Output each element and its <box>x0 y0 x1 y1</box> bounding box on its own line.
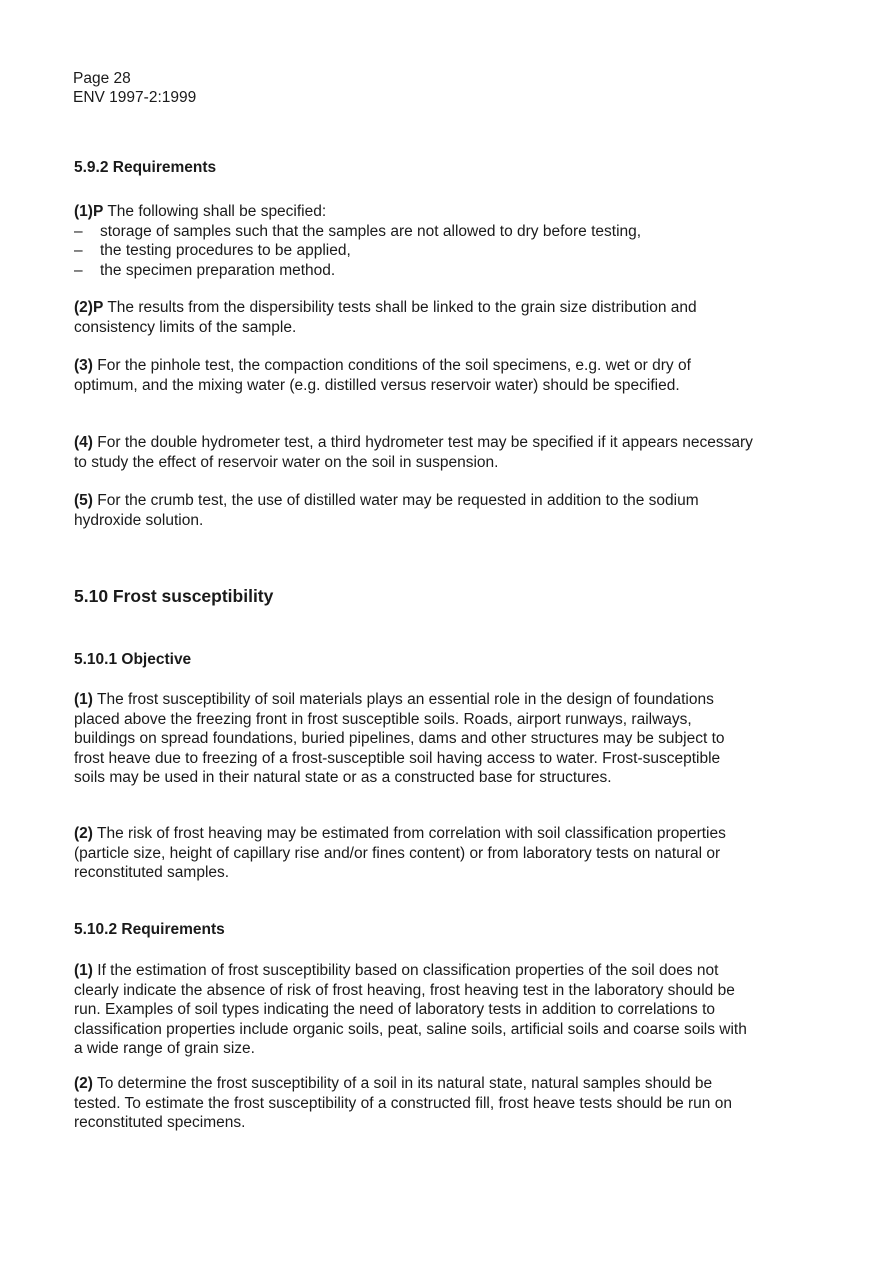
clause-number: (2) <box>74 1075 93 1092</box>
clause-number: (4) <box>74 434 93 451</box>
page-header <box>73 69 196 107</box>
dash-bullet: – <box>74 261 83 279</box>
clause-number: (1)P <box>74 203 104 220</box>
clause-number: (1) <box>74 962 93 979</box>
dash-bullet: – <box>74 222 83 240</box>
list-item: – the testing procedures to be applied, <box>74 242 351 259</box>
list-item: – the specimen preparation method. <box>74 261 336 279</box>
page-number: Page 28 <box>73 70 131 87</box>
heading-5-10: 5.10 Frost susceptibility <box>74 586 274 606</box>
clause-text: The results from the dispersibility tests shall be linked to the grain size distribution and consistency limits of the sample. <box>74 299 697 336</box>
paragraph-5-9-2-4 <box>74 433 754 472</box>
clause-number: (1) <box>74 691 93 708</box>
paragraph-5-10-2-2 <box>74 1074 754 1133</box>
paragraph-5-9-2-1 <box>74 202 754 280</box>
paragraph-5-10-1-2 <box>74 824 754 883</box>
clause-text: To determine the frost susceptibility of a soil in its natural state, natural samples should be tested. To estimate the frost susceptibility of a constructed fill, frost heave tests should be run on reconstituted specimens. <box>74 1075 732 1131</box>
clause-text: For the crumb test, the use of distilled water may be requested in addition to the sodium hydroxide solution. <box>74 492 699 529</box>
list-item: – storage of samples such that the samples are not allowed to dry before testing, <box>74 222 642 240</box>
paragraph-5-9-2-2 <box>74 298 754 337</box>
heading-5-9-2: 5.9.2 Requirements <box>74 159 217 176</box>
clause-text: If the estimation of frost susceptibility based on classification properties of the soil does not clearly indicate the absence of risk of frost heaving, frost heaving test in the laboratory should be run. Examples of soil types indicating the need of laboratory tests in addition to correlations to classification properties include organic soils, peat, saline soils, artificial soils and coarse soils with a wide range of grain size. <box>74 962 747 1057</box>
paragraph-5-9-2-5 <box>74 491 754 530</box>
dash-bullet: – <box>74 242 83 259</box>
clause-text: For the double hydrometer test, a third hydrometer test may be specified if it appears necessary to study the effect of reservoir water on the soil in suspension. <box>74 434 753 471</box>
requirements-list <box>74 222 754 281</box>
clause-number: (2) <box>74 825 93 842</box>
paragraph-5-10-1-1 <box>74 690 754 788</box>
clause-text: The risk of frost heaving may be estimated from correlation with soil classification properties (particle size, height of capillary rise and/or fines content) or from laboratory tests on natural or reconstituted samples. <box>74 825 726 881</box>
clause-number: (3) <box>74 357 93 374</box>
clause-text: For the pinhole test, the compaction conditions of the soil specimens, e.g. wet or dry of optimum, and the mixing water (e.g. distilled versus reservoir water) should be specified. <box>74 357 691 394</box>
heading-5-10-1: 5.10.1 Objective <box>74 651 192 668</box>
document-id: ENV 1997-2:1999 <box>73 89 197 106</box>
paragraph-5-10-2-1 <box>74 961 754 1059</box>
clause-number: (2)P <box>74 299 104 316</box>
clause-number: (5) <box>74 492 93 509</box>
clause-text: The frost susceptibility of soil materials plays an essential role in the design of foundations placed above the freezing front in frost susceptible soils. Roads, airport runways, railways, buildings on spread foundations, buried pipelines, dams and other structures may be subject to frost heave due to freezing of a frost-susceptible soil having access to water. Frost-susceptible soils may be used in their natural state or as a constructed base for structures. <box>74 691 725 786</box>
paragraph-5-9-2-3 <box>74 356 754 395</box>
clause-text: The following shall be specified: <box>103 203 327 220</box>
heading-5-10-2: 5.10.2 Requirements <box>74 921 225 938</box>
